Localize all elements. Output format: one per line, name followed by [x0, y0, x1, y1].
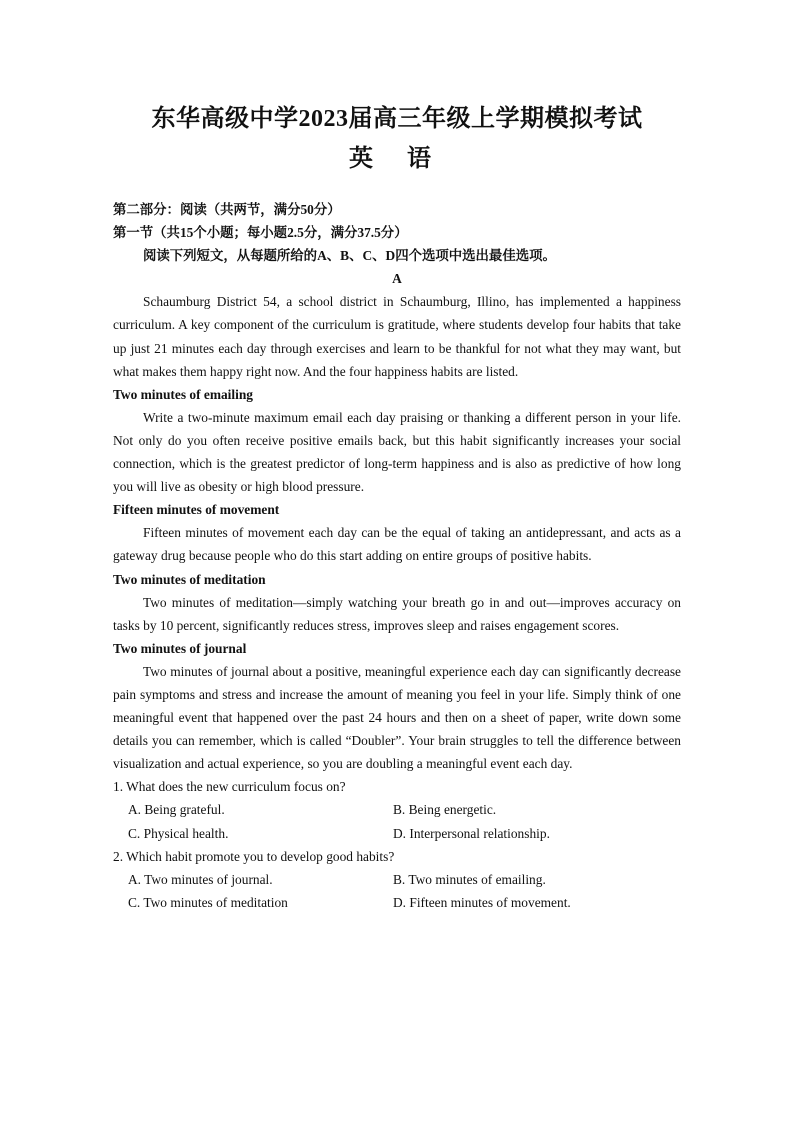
option-c[interactable]: C. Physical health. [128, 825, 229, 841]
habit-heading-meditation: Two minutes of meditation [113, 571, 266, 587]
habit-paragraph-journal: Two minutes of journal about a positive, meaningful experience each day can significantly decrease pain symptoms and stress and increase the amount of meaning you feel in your life. Simply think of one meaningful event that happened over the past 24 hours and then on a sheet of paper, write down some details you can remember, which is called “Doubler”. Your brain struggles to tell the difference between visualization and actual experience, so you are doubling a meaningful event each day. [113, 663, 681, 772]
option-a[interactable]: A. Being grateful. [128, 802, 225, 818]
question-options-row [113, 868, 681, 891]
question-stem: 2. Which habit promote you to develop good habits? [113, 848, 395, 864]
option-d[interactable]: D. Fifteen minutes of movement. [393, 894, 571, 910]
question-options-row [113, 822, 681, 845]
question-stem: 1. What does the new curriculum focus on? [113, 779, 346, 795]
section-heading: 第一节（共15个小题；每小题2.5分，满分37.5分） [113, 225, 408, 241]
part-heading: 第二部分：阅读（共两节，满分50分） [113, 202, 341, 217]
instruction: 阅读下列短文，从每题所给的A、B、C、D四个选项中选出最佳选项。 [143, 248, 556, 264]
habit-heading-journal: Two minutes of journal [113, 640, 247, 656]
option-a[interactable]: A. Two minutes of journal. [128, 871, 273, 887]
habit-heading-movement: Fifteen minutes of movement [113, 502, 280, 518]
question-options-row [113, 798, 681, 821]
option-b[interactable]: B. Being energetic. [393, 802, 497, 818]
habit-paragraph-meditation: Two minutes of meditation—simply watching your breath go in and out—improves accuracy on tasks by 10 percent, significantly reduces stress, improves sleep and raises engagement scores. [113, 594, 681, 633]
habit-heading-emailing: Two minutes of emailing [113, 386, 253, 402]
passage-label: A [392, 271, 402, 287]
option-d[interactable]: D. Interpersonal relationship. [393, 825, 550, 841]
passage-intro: Schaumburg District 54, a school district in Schaumburg, Illino, has implemented a happiness curriculum. A key component of the curriculum is gratitude, where students develop four habits that take up just 21 minutes each day through exercises and learn to be thankful for not what they may want, but what makes them happy right now. And the four happiness habits are listed. [113, 294, 681, 379]
exam-content [113, 198, 681, 914]
subject-title: 英 语 [349, 146, 445, 172]
habit-paragraph-emailing: Write a two-minute maximum email each day praising or thanking a different person in your life. Not only do you often receive positive emails back, but this habit significantly increases your social connection, which is the greatest predictor of long-term happiness and is also as predictive of how long you will live as obesity or high blood pressure. [113, 409, 681, 495]
option-c[interactable]: C. Two minutes of meditation [128, 894, 288, 910]
habit-paragraph-movement: Fifteen minutes of movement each day can be the equal of taking an antidepressant, and acts as a gateway drug because people who do this start adding on entire groups of positive habits. [113, 525, 681, 564]
question-options-row [113, 891, 681, 914]
option-b[interactable]: B. Two minutes of emailing. [393, 871, 546, 887]
exam-title: 东华高级中学2023届高三年级上学期模拟考试 [151, 106, 643, 132]
